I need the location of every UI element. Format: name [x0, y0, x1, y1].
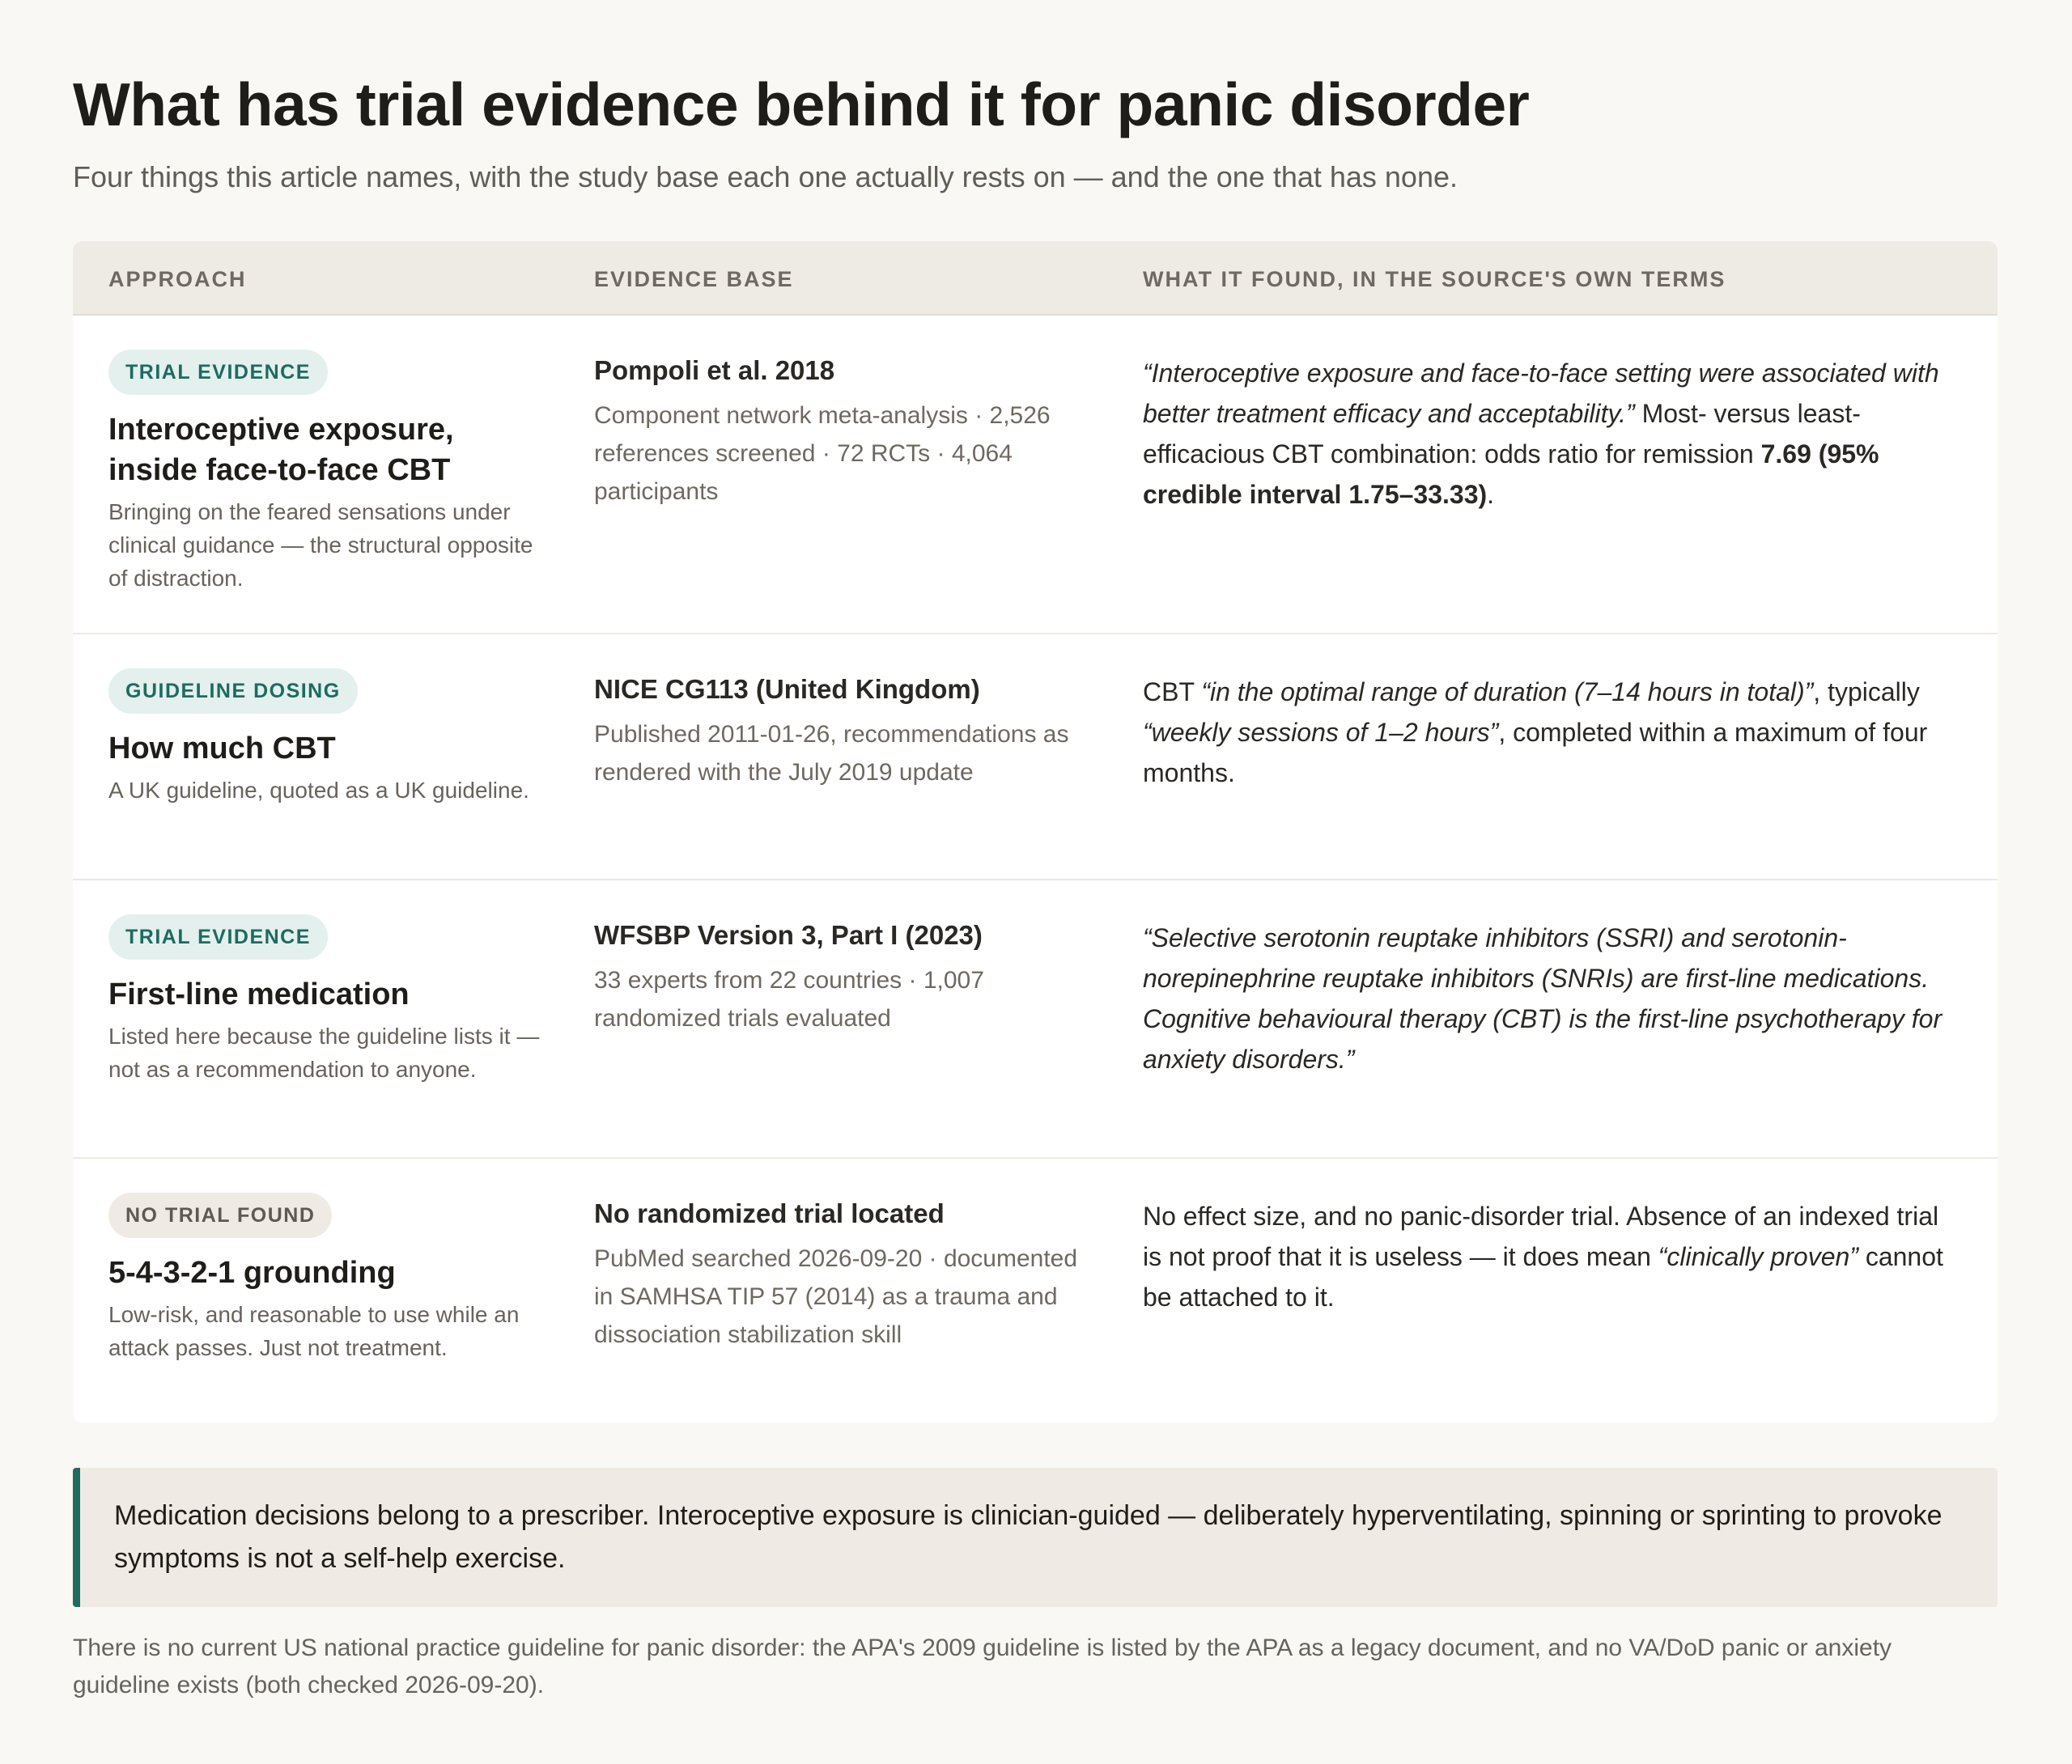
approach-title: Interoceptive exposure, inside face-to-face CBT: [108, 413, 454, 487]
approach-title: 5-4-3-2-1 grounding: [108, 1256, 396, 1290]
evidence-cell: [594, 316, 1080, 511]
evidence-badge: GUIDELINE DOSING: [108, 668, 358, 714]
findings-cell: [1143, 880, 1960, 1079]
findings-text: [1143, 672, 1960, 793]
evidence-cell: [594, 634, 1080, 791]
approach-note: A UK guideline, quoted as a UK guideline.: [108, 778, 529, 803]
page-title: What has trial evidence behind it for panic disorder: [73, 70, 1530, 138]
approach-cell: [108, 316, 546, 595]
quoted-text: “Selective serotonin reuptake inhibitors (SSRI) and serotonin-norepinephrine reuptake inhibitors (SNRIs) are first-line medications. Cognitive behavioural therapy (CBT) is the first-line psychotherapy for anxiety disorders.”: [1143, 923, 1942, 1074]
table-row: [73, 1157, 1998, 1423]
table-row: [73, 879, 1998, 1157]
evidence-description: Component network meta-analysis · 2,526 references screened · 72 RCTs · 4,064 participants: [594, 402, 1051, 505]
evidence-cell: [594, 1159, 1080, 1354]
approach-note: Bringing on the feared sensations under clinical guidance — the structural opposite of distraction.: [108, 499, 533, 591]
evidence-description: PubMed searched 2026-09-20 · documented in SAMHSA TIP 57 (2014) as a trauma and dissociation stabilization skill: [594, 1245, 1078, 1348]
callout-text: Medication decisions belong to a prescriber. Interoceptive exposure is clinician-guided — deliberately hyperventilating, spinning or sprinting to provoke symptoms is not a self-help exercise.: [114, 1500, 1942, 1574]
approach-cell: [108, 1159, 546, 1364]
evidence-title: WFSBP Version 3, Part I (2023): [594, 920, 983, 950]
approach-cell: [108, 634, 546, 807]
findings-cell: [1143, 634, 1960, 793]
findings-run: CBT: [1143, 677, 1202, 706]
table-row: [73, 633, 1998, 879]
evidence-table: [73, 241, 1998, 1423]
evidence-description: 33 experts from 22 countries · 1,007 randomized trials evaluated: [594, 967, 984, 1032]
approach-title: How much CBT: [108, 731, 336, 765]
approach-note: Low-risk, and reasonable to use while an attack passes. Just not treatment.: [108, 1302, 520, 1360]
quoted-text: “clinically proven”: [1658, 1242, 1858, 1271]
approach-cell: [108, 880, 546, 1086]
evidence-badge: TRIAL EVIDENCE: [108, 350, 328, 395]
approach-note: Listed here because the guideline lists it — not as a recommendation to anyone.: [108, 1024, 540, 1082]
page-subtitle: Four things this article names, with the study base each one actually rests on — and the one that has none.: [73, 160, 1458, 193]
quoted-text: “weekly sessions of 1–2 hours”: [1143, 718, 1499, 747]
column-header-findings: WHAT IT FOUND, IN THE SOURCE'S OWN TERMS: [1143, 267, 1726, 291]
safety-callout: [73, 1468, 1998, 1607]
evidence-badge: TRIAL EVIDENCE: [108, 914, 328, 960]
footnote: There is no current US national practice guideline for panic disorder: the APA's 2009 guideline is listed by the APA as a legacy document, and no VA/DoD panic or anxiety guideline exists (both checked 2026-09-20).: [73, 1635, 1892, 1698]
findings-cell: [1143, 1159, 1960, 1317]
findings-run: , typically: [1813, 677, 1920, 706]
evidence-badge: NO TRIAL FOUND: [108, 1193, 332, 1238]
column-header-approach: APPROACH: [108, 267, 247, 291]
findings-text: [1143, 1196, 1960, 1317]
quoted-text: “in the optimal range of duration (7–14 hours in total)”: [1201, 677, 1814, 706]
findings-text: [1143, 353, 1960, 515]
approach-title: First-line medication: [108, 977, 410, 1011]
findings-text: [1143, 918, 1960, 1079]
findings-run: cannot be attached to it.: [1143, 1242, 1943, 1312]
evidence-description: Published 2011-01-26, recommendations as rendered with the July 2019 update: [594, 721, 1069, 786]
evidence-title: NICE CG113 (United Kingdom): [594, 674, 980, 704]
highlighted-value: 7.69 (95% credible interval 1.75–33.33): [1143, 439, 1879, 509]
findings-run: .: [1487, 480, 1495, 509]
findings-run: , completed within a maximum of four months.: [1143, 718, 1928, 787]
findings-run: Most- versus least-efficacious CBT combination: odds ratio for remission: [1143, 399, 1861, 469]
evidence-cell: [594, 880, 1080, 1037]
quoted-text: “Interoceptive exposure and face-to-face setting were associated with better treatment efficacy and acceptability.”: [1143, 358, 1939, 428]
findings-cell: [1143, 316, 1960, 515]
table-row: [73, 316, 1998, 633]
evidence-title: No randomized trial located: [594, 1198, 945, 1228]
table-header: [73, 241, 1998, 316]
findings-run: No effect size, and no panic-disorder trial. Absence of an indexed trial is not proof that it is useless — it does mean: [1143, 1202, 1939, 1271]
column-header-evidence-base: EVIDENCE BASE: [594, 267, 794, 291]
evidence-title: Pompoli et al. 2018: [594, 355, 835, 385]
